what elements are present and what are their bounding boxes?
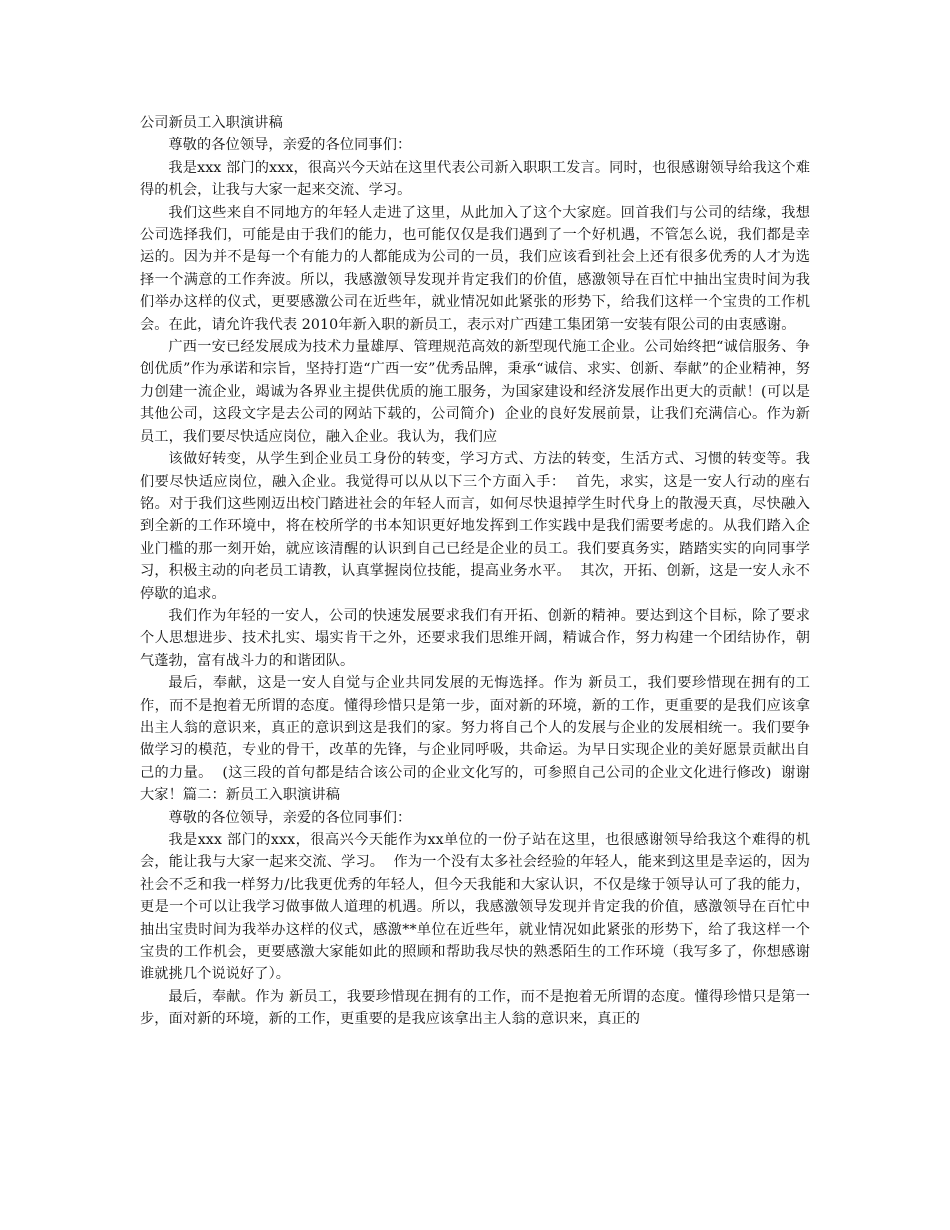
paragraph-second-intro: 我是xxx 部门的xxx，很高兴今天能作为xx单位的一份子站在这里，也很感谢领导给我这个难得的机会，能让我与大家一起来交流、学习。 作为一个没有太多社会经验的年轻人，能来到这里是幸运的，因为社会不乏和我一样努力/比我更优秀的年轻人，但今天我能和大家认识，不仅是缘于领导认可了我的能力，更是一个可以让我学习做事做人道理的机遇。所以，我感激领导发现并肯定我的价值，感激领导在百忙中抽出宝贵时间为我举办这样的仪式，感激**单位在近些年，就业情况如此紧张的形势下，给了我这样一个宝贵的工作机会，更要感激大家能如此的照顾和帮助我尽快的熟悉陌生的工作环境（我写多了，你想感谢谁就挑几个说说好了）。	[140, 832, 810, 983]
paragraph-company-profile: 广西一安已经发展成为技术力量雄厚、管理规范高效的新型现代施工企业。公司始终把“诚信服务、争创优质”作为承诺和宗旨，坚持打造“广西一安”优秀品牌，秉承“诚信、求实、创新、奉献”的企业精神，努力创建一流企业，竭诚为各界业主提供优质的施工服务，为国家建设和经济发展作出更大的贡献！(可以是其他公司，这段文字是去公司的网站下载的，公司简介) 企业的良好发展前景，让我们充满信心。作为新员工，我们要尽快适应岗位，融入企业。我认为，我们应	[140, 339, 810, 445]
salutation-second: 尊敬的各位领导，亲爱的各位同事们：	[168, 809, 412, 826]
paragraph-innovation: 我们作为年轻的一安人，公司的快速发展要求我们有开拓、创新的精神。要达到这个目标，除了要求个人思想进步、技术扎实、塌实肯干之外，还要求我们思维开阔，精诚合作，努力构建一个团结协作，朝气蓬勃，富有战斗力的和谐团队。	[140, 607, 810, 669]
paragraph-second-dedication: 最后，奉献。作为 新员工，我要珍惜现在拥有的工作，而不是抱着无所谓的态度。懂得珍惜只是第一步，面对新的环境，新的工作，更重要的是我应该拿出主人翁的意识来，真正的	[140, 988, 810, 1028]
paragraph-gratitude: 我们这些来自不同地方的年轻人走进了这里，从此加入了这个大家庭。回首我们与公司的结缘，我想公司选择我们，可能是由于我们的能力，也可能仅仅是我们遇到了一个好机遇，不管怎么说，我们都是幸运的。因为并不是每一个有能力的人都能成为公司的一员，我们应该看到社会上还有很多优秀的人才为选择一个满意的工作奔波。所以，我感激领导发现并肯定我们的价值，感激领导在百忙中抽出宝贵时间为我们举办这样的仪式，更要感激公司在近些年，就业情况如此紧张的形势下，给我们这样一个宝贵的工作机会。在此，请允许我代表 2010年新入职的新员工，表示对广西建工集团第一安装有限公司的由衷感谢。	[140, 204, 810, 333]
paragraph-intro: 我是xxx 部门的xxx，很高兴今天站在这里代表公司新入职职工发言。同时，也很感谢领导给我这个难得的机会，让我与大家一起来交流、学习。	[140, 159, 810, 199]
document-body	[140, 112, 810, 1031]
paragraph-dedication: 最后，奉献，这是一安人自觉与企业共同发展的无悔选择。作为 新员工，我们要珍惜现在拥有的工作，而不是抱着无所谓的态度。懂得珍惜只是第一步，面对新的环境，新的工作，更重要的是我们应该拿出主人翁的意识来，真正的意识到这是我们的家。努力将自己个人的发展与企业的发展相统一。我们要争做学习的模范，专业的骨干，改革的先锋，与企业同呼吸，共命运。为早日实现企业的美好愿景贡献出自己的力量。 (这三段的首句都是结合该公司的企业文化写的，可参照自己公司的企业文化进行修改) 谢谢大家！篇二：新员工入职演讲稿	[140, 675, 810, 804]
salutation: 尊敬的各位领导，亲爱的各位同事们：	[168, 137, 412, 154]
document-title: 公司新员工入职演讲稿	[140, 115, 283, 131]
paragraph-transition: 该做好转变，从学生到企业员工身份的转变，学习方式、方法的转变，生活方式、习惯的转变等。我们要尽快适应岗位，融入企业。我觉得可以从以下三个方面入手： 首先，求实，这是一安人行动的座右铭。对于我们这些刚迈出校门踏进社会的年轻人而言，如何尽快退掉学生时代身上的散漫天真，尽快融入到全新的工作环境中，将在校所学的书本知识更好地发挥到工作实践中是我们需要考虑的。从我们踏入企业门槛的那一刻开始，就应该清醒的认识到自己已经是企业的员工。我们要真务实，踏踏实实的向同事学习，积极主动的向老员工请教，认真掌握岗位技能，提高业务水平。 其次，开拓、创新，这是一安人永不停歇的追求。	[140, 451, 810, 602]
